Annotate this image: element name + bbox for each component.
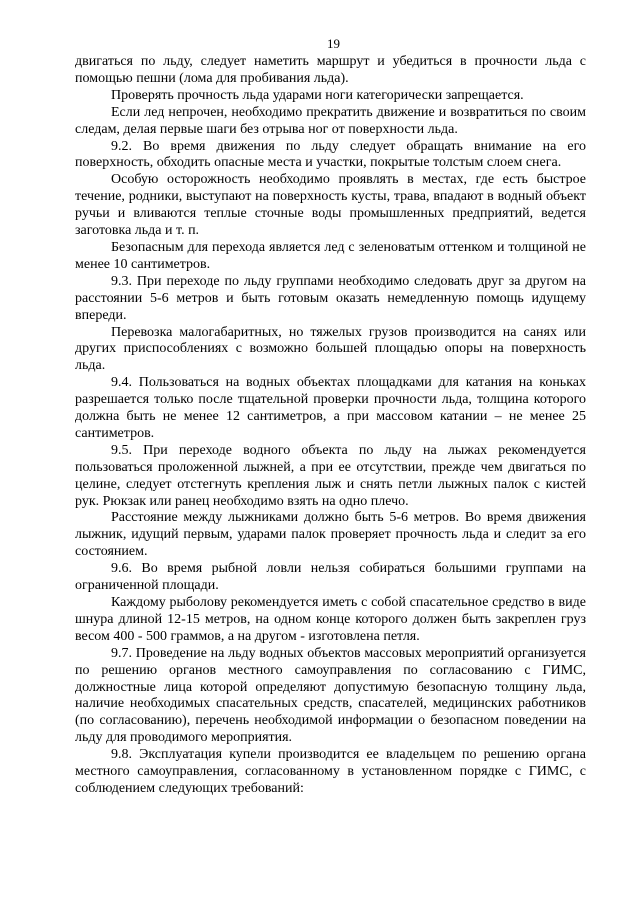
paragraph: 9.8. Эксплуатация купели производится ее владельцем по решению органа местного самоуправления, согласованному в установленном порядке с ГИМС, с соблюдением следующих требований: — [75, 747, 586, 796]
paragraph: Если лед непрочен, необходимо прекратить движение и возвратиться по своим следам, делая первые шаги без отрыва ног от поверхности льда. — [75, 104, 586, 137]
paragraph: 9.3. При переходе по льду группами необходимо следовать друг за другом на расстоянии 5-6 метров и быть готовым оказать немедленную помощь идущему впереди. — [75, 273, 586, 323]
paragraph: Перевозка малогабаритных, но тяжелых грузов производится на санях или других приспособлениях с возможно большей площадью опоры на поверхность льда. — [75, 324, 586, 374]
paragraph: Безопасным для перехода является лед с зеленоватым оттенком и толщиной не менее 10 сантиметров. — [75, 239, 586, 272]
paragraph: Особую осторожность необходимо проявлять в местах, где есть быстрое течение, родники, выступают на поверхность кусты, трава, впадают в водный объект ручьи и вливаются теплые сточные воды промышленных предприятий, ведется заготовка льда и т. п. — [75, 172, 586, 239]
page-number: 19 — [327, 36, 340, 51]
paragraph: 9.7. Проведение на льду водных объектов массовых мероприятий организуется по решению органов местного самоуправления по согласованию с ГИМС, должностные лица которой определяют допустимую безопасную толщину льда, наличие необходимых спасательных средств, спасателей, медицинских работников (по согласованию), перечень необходимой информации о безопасном поведении на льду для проводимого мероприятия. — [75, 645, 586, 746]
paragraph: Проверять прочность льда ударами ноги категорически запрещается. — [111, 87, 524, 103]
paragraph: 9.2. Во время движения по льду следует обращать внимание на его поверхность, обходить опасные места и участки, покрытые толстым слоем снега. — [75, 138, 586, 171]
paragraph: 9.6. Во время рыбной ловли нельзя собираться большими группами на ограниченной площади. — [75, 561, 586, 594]
paragraph: Расстояние между лыжниками должно быть 5-6 метров. Во время движения лыжник, идущий первым, ударами палок проверяет прочность льда и следит за его состоянием. — [75, 510, 586, 560]
paragraph: 9.5. При переходе водного объекта по льду на лыжах рекомендуется пользоваться проложенной лыжней, а при ее отсутствии, прежде чем двигаться по целине, следует отстегнуть крепления лыж и снять петли лыжных палок с кистей рук. Рюкзак или ранец необходимо взять на одно плечо. — [75, 442, 586, 509]
paragraph: Каждому рыболову рекомендуется иметь с собой спасательное средство в виде шнура длиной 12-15 метров, на одном конце которого должен быть закреплен груз весом 400 - 500 граммов, а на другом - изготовлена петля. — [75, 595, 586, 644]
paragraph: 9.4. Пользоваться на водных объектах площадками для катания на коньках разрешается только после тщательной проверки прочности льда, толщина которого должна быть не менее 12 сантиметров, а при массовом катании – не менее 25 сантиметров. — [75, 375, 586, 441]
paragraph: двигаться по льду, следует наметить маршрут и убедиться в прочности льда с помощью пешни (лома для пробивания льда). — [75, 54, 586, 86]
document-body — [75, 54, 586, 798]
